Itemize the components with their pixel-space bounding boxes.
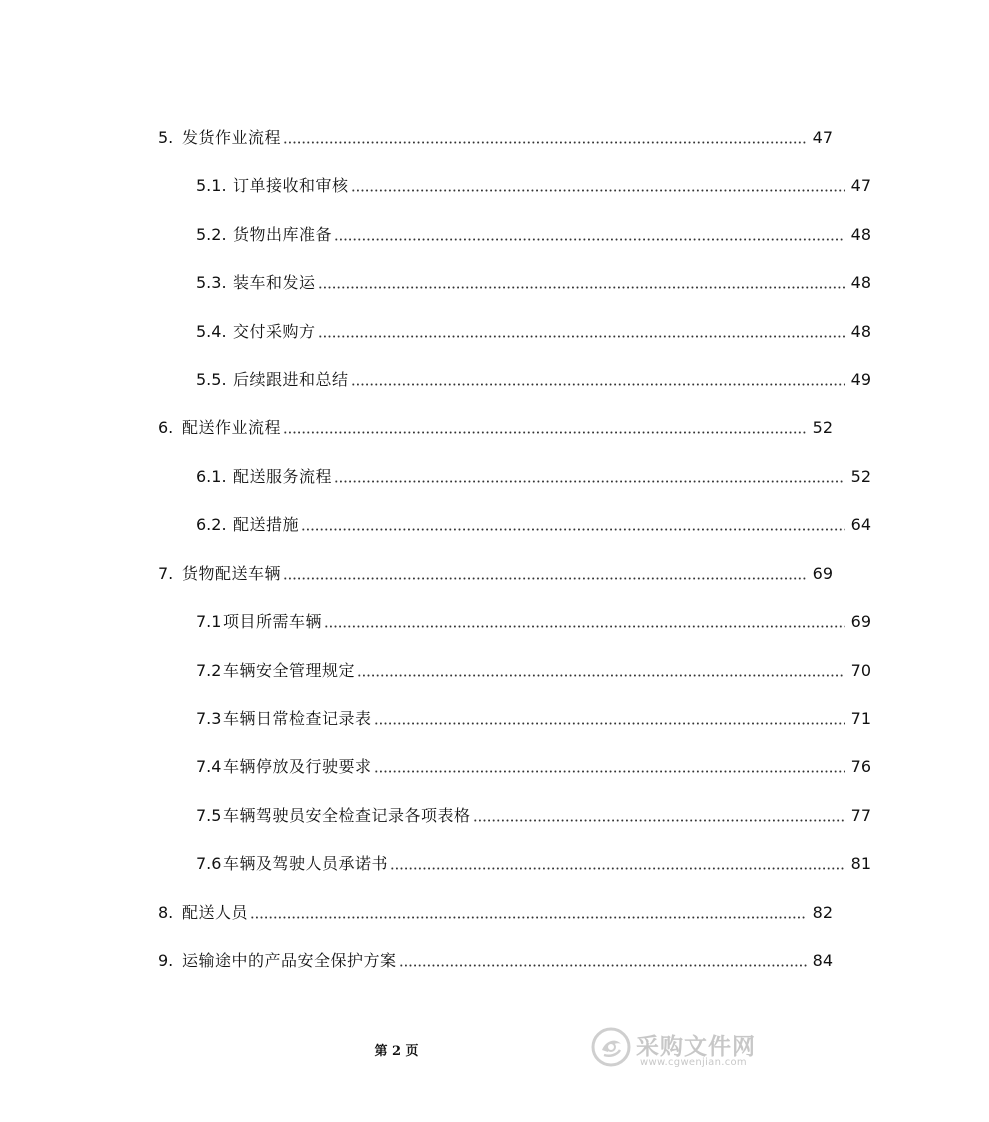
watermark-logo-icon xyxy=(590,1026,632,1068)
toc-number: 7.6 xyxy=(196,854,222,873)
toc-number: 5.4. xyxy=(196,322,227,341)
toc-title: 车辆驾驶员安全检查记录各项表格 xyxy=(223,806,471,825)
toc-number: 5.3. xyxy=(196,273,227,292)
toc-entry[interactable] xyxy=(0,166,989,196)
toc-page-number: 48 xyxy=(850,322,871,341)
toc-entry[interactable] xyxy=(0,602,989,632)
toc-page-number: 52 xyxy=(812,418,833,437)
toc-page-number: 69 xyxy=(812,564,833,583)
dot-leader xyxy=(351,189,845,192)
watermark-url: www.cgwenjian.com xyxy=(640,1057,747,1068)
toc-number: 5. xyxy=(158,128,174,147)
dot-leader xyxy=(301,528,845,531)
dot-leader xyxy=(374,722,845,725)
toc-page-number: 69 xyxy=(850,612,871,631)
toc-entry[interactable] xyxy=(0,941,951,971)
toc-number: 6.2. xyxy=(196,515,227,534)
dot-leader xyxy=(351,383,845,386)
toc-entry[interactable] xyxy=(0,215,989,245)
dot-leader xyxy=(399,964,807,967)
toc-title: 交付采购方 xyxy=(233,322,316,341)
toc-title: 订单接收和审核 xyxy=(233,176,349,195)
toc-entry[interactable] xyxy=(0,747,989,777)
toc-entry[interactable] xyxy=(0,699,989,729)
toc-page-number: 70 xyxy=(850,661,871,680)
toc-entry[interactable] xyxy=(0,651,989,681)
toc-number: 5.1. xyxy=(196,176,227,195)
toc-page-number: 48 xyxy=(850,273,871,292)
toc-page-number: 52 xyxy=(850,467,871,486)
toc-entry[interactable] xyxy=(0,408,951,438)
toc-title: 后续跟进和总结 xyxy=(233,370,349,389)
toc-title: 货物配送车辆 xyxy=(182,564,282,583)
toc-page-number: 71 xyxy=(850,709,871,728)
toc-number: 7.2 xyxy=(196,661,222,680)
toc-entry[interactable] xyxy=(0,505,989,535)
toc-page-number: 82 xyxy=(812,903,833,922)
toc-number: 7.4 xyxy=(196,757,222,776)
toc-entry[interactable] xyxy=(0,554,951,584)
toc-title: 配送服务流程 xyxy=(233,467,333,486)
toc-title: 车辆停放及行驶要求 xyxy=(223,757,372,776)
dot-leader xyxy=(357,674,845,677)
toc-entry[interactable] xyxy=(0,844,989,874)
toc-number: 7. xyxy=(158,564,174,583)
dot-leader xyxy=(283,431,807,434)
dot-leader xyxy=(250,916,807,919)
dot-leader xyxy=(318,286,845,289)
dot-leader xyxy=(318,335,845,338)
toc-entry[interactable] xyxy=(0,118,951,148)
toc-title: 车辆及驾驶人员承诺书 xyxy=(223,854,389,873)
dot-leader xyxy=(334,480,845,483)
watermark-site-name: 采购文件网 xyxy=(636,1034,756,1060)
toc-page-number: 64 xyxy=(850,515,871,534)
toc-entry[interactable] xyxy=(0,312,989,342)
toc-title: 发货作业流程 xyxy=(182,128,282,147)
toc-number: 6.1. xyxy=(196,467,227,486)
toc-number: 7.5 xyxy=(196,806,222,825)
toc-page-number: 81 xyxy=(850,854,871,873)
toc-title: 装车和发运 xyxy=(233,273,316,292)
toc-title: 配送人员 xyxy=(182,903,249,922)
toc-title: 货物出库准备 xyxy=(233,225,333,244)
toc-page-number: 48 xyxy=(850,225,871,244)
toc-number: 5.5. xyxy=(196,370,227,389)
dot-leader xyxy=(473,819,845,822)
dot-leader xyxy=(390,867,845,870)
page-number-label: 第 2 页 xyxy=(374,1044,419,1059)
toc-title: 车辆日常检查记录表 xyxy=(223,709,372,728)
toc-title: 项目所需车辆 xyxy=(223,612,323,631)
toc-number: 6. xyxy=(158,418,174,437)
toc-number: 5.2. xyxy=(196,225,227,244)
toc-title: 配送作业流程 xyxy=(182,418,282,437)
dot-leader xyxy=(324,625,845,628)
dot-leader xyxy=(334,238,845,241)
dot-leader xyxy=(374,770,845,773)
toc-title: 运输途中的产品安全保护方案 xyxy=(182,951,397,970)
dot-leader xyxy=(283,141,807,144)
toc-page-number: 84 xyxy=(812,951,833,970)
toc-page-number: 49 xyxy=(850,370,871,389)
toc-entry[interactable] xyxy=(0,893,951,923)
toc-page-number: 77 xyxy=(850,806,871,825)
toc-entry[interactable] xyxy=(0,796,989,826)
watermark xyxy=(590,1022,760,1072)
toc-number: 8. xyxy=(158,903,174,922)
toc-page-number: 47 xyxy=(812,128,833,147)
toc-number: 7.3 xyxy=(196,709,222,728)
toc-entry[interactable] xyxy=(0,263,989,293)
dot-leader xyxy=(283,577,807,580)
toc-page-number: 47 xyxy=(850,176,871,195)
toc-title: 车辆安全管理规定 xyxy=(223,661,356,680)
toc-number: 9. xyxy=(158,951,174,970)
toc-page-number: 76 xyxy=(850,757,871,776)
toc-entry[interactable] xyxy=(0,360,989,390)
toc-number: 7.1 xyxy=(196,612,222,631)
toc-entry[interactable] xyxy=(0,457,989,487)
toc-title: 配送措施 xyxy=(233,515,300,534)
